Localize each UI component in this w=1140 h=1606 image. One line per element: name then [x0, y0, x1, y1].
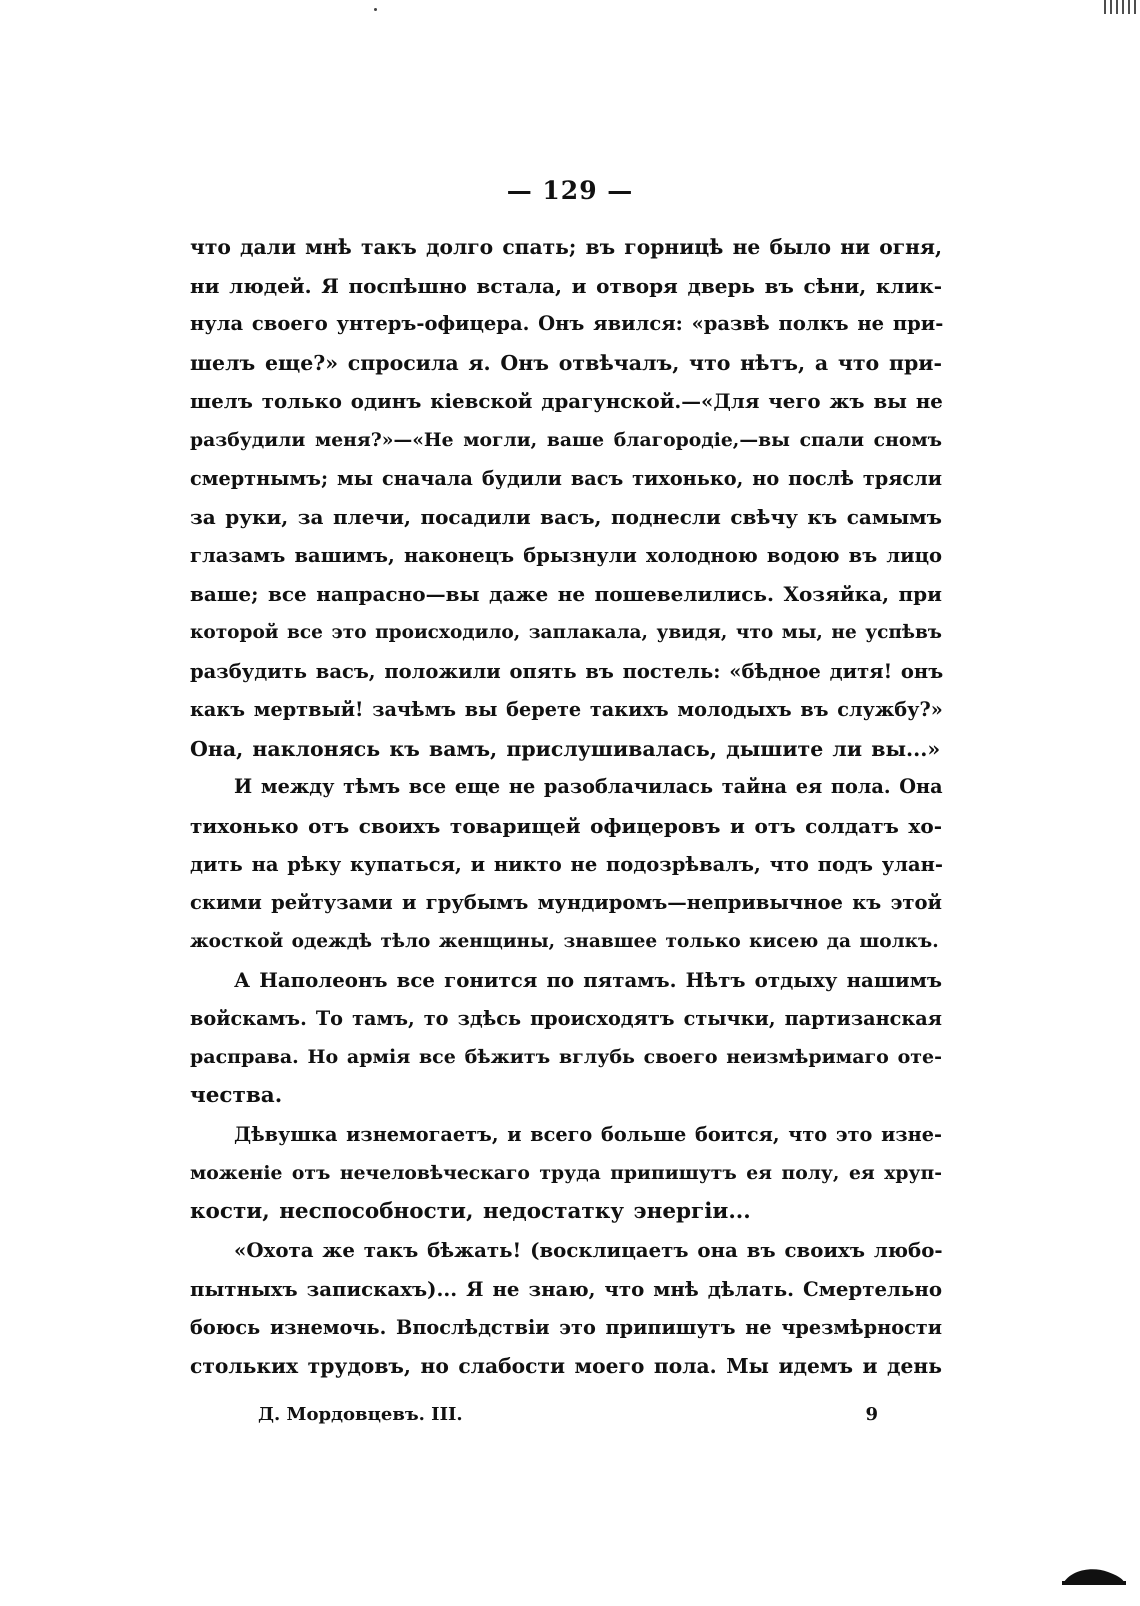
- text-line: тихонько отъ своихъ товарищей офицеровъ и отъ солдатъ хо-: [190, 813, 942, 838]
- text-line: боюсь изнемочь. Впослѣдствіи это припишутъ не чрезмѣрности: [190, 1315, 942, 1339]
- text-line: кости, неспособности, недостатку энергіи...: [190, 1198, 751, 1224]
- text-line: шелъ еще?» спросила я. Онъ отвѣчалъ, что нѣтъ, а что при-: [190, 350, 942, 375]
- text-line: ни людей. Я поспѣшно встала, и отворя дверь въ сѣни, клик-: [190, 273, 942, 298]
- text-line: расправа. Но армія все бѣжитъ вглубь своего неизмѣримаго оте-: [190, 1046, 942, 1069]
- text-line: шелъ только одинъ кіевской драгунской.—«Для чего жъ вы не: [190, 389, 943, 414]
- scan-corner-mark: [1062, 1564, 1126, 1586]
- text-line: смертнымъ; мы сначала будили васъ тихонько, но послѣ трясли: [190, 466, 942, 490]
- text-line: что дали мнѣ такъ долго спать; въ горницѣ не было ни огня,: [190, 235, 942, 259]
- text-line: войскамъ. То тамъ, то здѣсь происходятъ стычки, партизанская: [190, 1006, 942, 1030]
- text-line: моженіе отъ нечеловѣческаго труда припишутъ ея полу, ея хруп-: [190, 1162, 942, 1185]
- text-line: разбудили меня?»—«Не могли, ваше благородіе,—вы спали сномъ: [190, 428, 942, 451]
- text-line: чества.: [190, 1083, 283, 1109]
- text-line: нула своего унтеръ-офицера. Онъ явился: «развѣ полкъ не при-: [190, 312, 944, 336]
- text-line: ваше; все напрасно—вы даже не пошевелились. Хозяйка, при: [190, 582, 942, 607]
- text-line: Дѣвушка изнемогаетъ, и всего больше боится, что это изне-: [234, 1122, 942, 1146]
- text-line: стольких трудовъ, но слабости моего пола. Мы идемъ и день: [190, 1354, 942, 1379]
- footer-author-volume: Д. Мордовцевъ. III.: [258, 1404, 463, 1425]
- text-line: А Наполеонъ все гонится по пятамъ. Нѣтъ отдыху нашимъ: [234, 968, 942, 993]
- text-line: за руки, за плечи, посадили васъ, поднесли свѣчу къ самымъ: [190, 505, 942, 530]
- text-line: жосткой одеждѣ тѣло женщины, знавшее только кисею да шолкъ.: [190, 930, 939, 952]
- text-line: разбудить васъ, положили опять въ постель: «бѣдное дитя! онъ: [190, 659, 944, 683]
- text-line: Она, наклонясь къ вамъ, прислушивалась, дышите ли вы...»: [190, 736, 941, 761]
- signature-mark: 9: [865, 1404, 878, 1425]
- scan-speck: [374, 8, 377, 11]
- text-line: глазамъ вашимъ, наконецъ брызнули холодною водою въ лицо: [190, 543, 942, 567]
- scan-edge-marks: [1104, 0, 1140, 14]
- text-line: скими рейтузами и грубымъ мундиромъ—непривычное къ этой: [190, 891, 942, 915]
- text-line: И между тѣмъ все еще не разоблачилась тайна ея пола. Она: [234, 775, 943, 799]
- text-line: дить на рѣку купаться, и никто не подозрѣвалъ, что подъ улан-: [190, 852, 943, 876]
- text-line: какъ мертвый! зачѣмъ вы берете такихъ молодыхъ въ службу?»: [190, 698, 943, 722]
- page-number: — 129 —: [506, 176, 634, 205]
- text-line: «Охота же такъ бѣжать! (восклицаетъ она въ своихъ любо-: [234, 1238, 943, 1263]
- body-text: [190, 228, 942, 1386]
- text-line: которой все это происходило, заплакала, увидя, что мы, не успѣвъ: [190, 621, 942, 643]
- text-line: пытныхъ запискахъ)... Я не знаю, что мнѣ дѣлать. Смертельно: [190, 1277, 942, 1302]
